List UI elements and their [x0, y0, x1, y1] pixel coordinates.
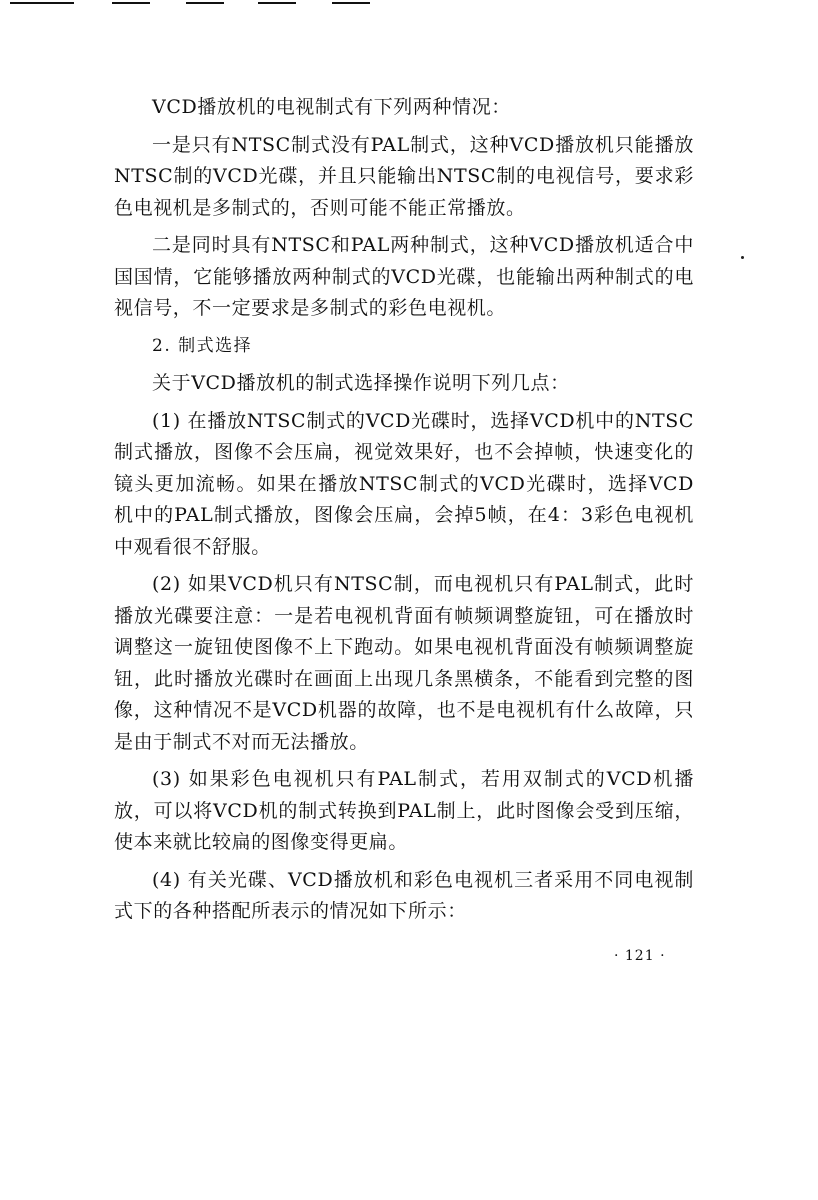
top-edge-marks	[0, 0, 818, 6]
paragraph-item-3: (3) 如果彩色电视机只有PAL制式，若用双制式的VCD机播放，可以将VCD机的制式转换到PAL制上，此时图像会受到压缩，使本来就比较扁的图像变得更扁。	[114, 768, 694, 853]
top-mark	[186, 2, 224, 4]
top-mark	[10, 2, 74, 4]
scan-speck	[741, 256, 744, 259]
page-body	[114, 92, 694, 934]
section-heading: 2. 制式选择	[152, 335, 253, 356]
top-mark	[112, 2, 150, 4]
paragraph-ntsc-only: 一是只有NTSC制式没有PAL制式，这种VCD播放机只能播放NTSC制的VCD光碟，并且只能输出NTSC制的电视信号，要求彩色电视机是多制式的，否则可能不能正常播放。	[114, 133, 694, 219]
page-number: · 121 ·	[614, 948, 666, 964]
paragraph-selection-intro: 关于VCD播放机的制式选择操作说明下列几点：	[152, 372, 570, 394]
paragraph-item-2: (2) 如果VCD机只有NTSC制，而电视机只有PAL制式，此时播放光碟要注意：一是若电视机背面有帧频调整旋钮，可在播放时调整这一旋钮使图像不上下跑动。如果电视机背面没有帧频调整旋钮，此时播放光碟时在画面上出现几条黑横条，不能看到完整的图像，这种情况不是VCD机器的故障，也不是电视机有什么故障，只是由于制式不对而无法播放。	[114, 573, 694, 753]
top-mark	[332, 2, 370, 4]
paragraph-item-1: (1) 在播放NTSC制式的VCD光碟时，选择VCD机中的NTSC制式播放，图像不会压扁，视觉效果好，也不会掉帧，快速变化的镜头更加流畅。如果在播放NTSC制式的VCD光碟时，选择VCD机中的PAL制式播放，图像会压扁，会掉5帧，在4：3彩色电视机中观看很不舒服。	[114, 409, 694, 558]
paragraph-intro: VCD播放机的电视制式有下列两种情况：	[152, 96, 511, 118]
top-mark	[258, 2, 296, 4]
paragraph-item-4: (4) 有关光碟、VCD播放机和彩色电视机三者采用不同电视制式下的各种搭配所表示的情况如下所示：	[114, 868, 694, 922]
paragraph-dual-system: 二是同时具有NTSC和PAL两种制式，这种VCD播放机适合中国国情，它能够播放两种制式的VCD光碟，也能输出两种制式的电视信号，不一定要求是多制式的彩色电视机。	[114, 234, 694, 319]
